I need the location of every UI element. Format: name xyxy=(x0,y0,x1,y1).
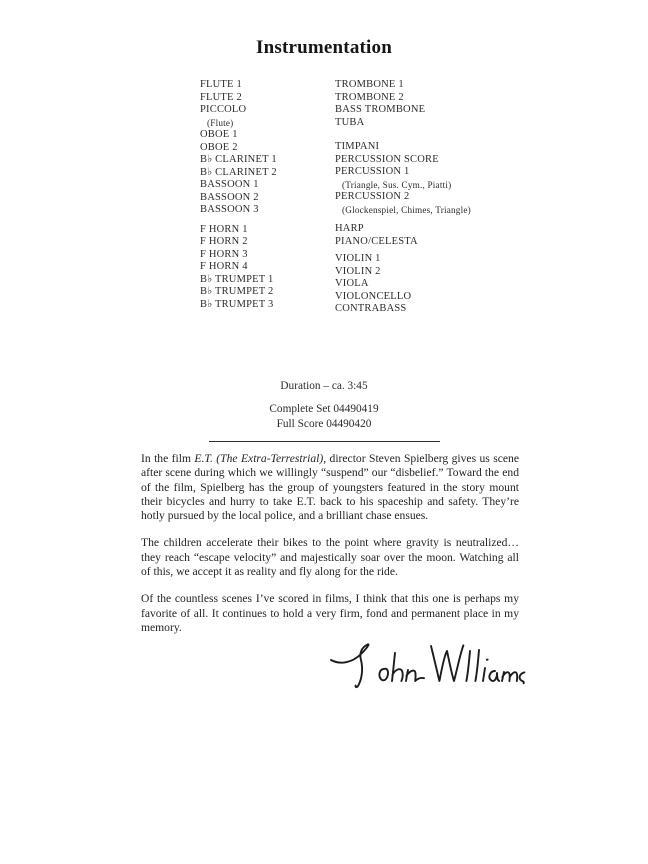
page-title: Instrumentation xyxy=(255,37,392,58)
instrument-item: VIOLIN 1 xyxy=(335,253,381,264)
percussion-group xyxy=(335,141,535,216)
paragraph-1-lead: In the film xyxy=(141,452,195,465)
instrument-item: OBOE 2 xyxy=(200,141,238,153)
instrument-item: CONTRABASS xyxy=(335,303,407,314)
instrument-item: PICCOLO xyxy=(200,104,247,115)
instrument-columns xyxy=(200,79,535,316)
instrument-item: TROMBONE 1 xyxy=(335,79,404,90)
divider-rule xyxy=(209,441,440,442)
instrument-item: VIOLA xyxy=(335,278,369,289)
paragraph-1-rest: , director Steven Spielberg gives us scene after scene during which we willingly “suspend” our “disbelief.” Toward the end of the film, Spielberg has the group of youngsters featured in the story mount their bicycles and hurry to take E.T. back to his spaceship and safety. They’re hotly pursued by the local police, and a brilliant chase ensues. xyxy=(141,452,519,523)
publication-details xyxy=(0,380,648,432)
signature xyxy=(327,637,532,699)
paragraph-1 xyxy=(141,452,519,523)
instrument-item: BASSOON 3 xyxy=(200,204,259,215)
instrument-item: B♭ CLARINET 1 xyxy=(200,154,277,165)
instrument-item: BASSOON 2 xyxy=(200,191,259,203)
instrument-item: HARP xyxy=(335,223,364,234)
strings-group xyxy=(335,253,535,316)
instrument-column-right xyxy=(335,79,535,316)
instrument-item: PERCUSSION 1 xyxy=(335,166,410,177)
instrument-note: (Triangle, Sus. Cym., Piatti) xyxy=(342,179,452,190)
program-notes xyxy=(141,452,519,648)
full-score-number: Full Score 04490420 xyxy=(276,418,372,430)
instrument-item: PIANO/CELESTA xyxy=(335,235,418,247)
instrument-item: TROMBONE 2 xyxy=(335,91,404,103)
signature-stroke-illi xyxy=(466,650,487,681)
instrument-item: BASS TROMBONE xyxy=(335,104,426,115)
instrument-item: FLUTE 1 xyxy=(200,79,242,90)
instrument-note: (Flute) xyxy=(207,117,234,128)
harp-keys-group xyxy=(335,223,535,248)
instrument-item: F HORN 3 xyxy=(200,248,248,260)
instrument-item: B♭ TRUMPET 3 xyxy=(200,298,274,310)
instrument-item: B♭ TRUMPET 2 xyxy=(200,286,274,297)
instrument-item: B♭ TRUMPET 1 xyxy=(200,273,274,285)
instrument-item: TUBA xyxy=(335,116,365,128)
complete-set-number: Complete Set 04490419 xyxy=(269,403,379,415)
signature-stroke-w xyxy=(431,645,463,681)
film-title-italic: E.T. (The Extra-Terrestrial) xyxy=(194,452,324,465)
instrument-item: F HORN 1 xyxy=(200,223,248,235)
instrument-item: OBOE 1 xyxy=(200,129,238,140)
instrument-item: BASSOON 1 xyxy=(200,179,259,190)
instrument-note: (Glockenspiel, Chimes, Triangle) xyxy=(342,204,471,215)
paragraph-3: Of the countless scenes I’ve scored in films, I think that this one is perhaps my favorite of all. It continues to hold a very firm, fond and permanent place in my memory. xyxy=(141,592,519,634)
low-brass-group xyxy=(335,79,535,129)
instrument-item: TIMPANI xyxy=(335,141,380,152)
instrument-item: PERCUSSION SCORE xyxy=(335,153,439,165)
instrument-item: F HORN 4 xyxy=(200,261,248,272)
signature-stroke-ams xyxy=(489,671,524,683)
instrument-item: VIOLONCELLO xyxy=(335,290,412,302)
paragraph-2: The children accelerate their bikes to the point where gravity is neutralized… they reach “escape velocity” and majestically soar over the moon. Watching all of this, we accept it as reality and fly along for the ride. xyxy=(141,536,519,579)
instrument-item: F HORN 2 xyxy=(200,236,248,247)
signature-stroke-ohn xyxy=(379,653,424,681)
horns-trumpets-group xyxy=(200,224,335,312)
duration-text: Duration – ca. 3:45 xyxy=(280,380,368,392)
instrument-item: PERCUSSION 2 xyxy=(335,191,410,202)
instrument-column-left xyxy=(200,79,335,316)
signature-stroke-j xyxy=(331,644,369,687)
instrument-item: B♭ CLARINET 2 xyxy=(200,166,277,178)
woodwinds-group xyxy=(200,79,335,217)
instrument-item: VIOLIN 2 xyxy=(335,265,381,277)
instrument-item: FLUTE 2 xyxy=(200,91,242,103)
